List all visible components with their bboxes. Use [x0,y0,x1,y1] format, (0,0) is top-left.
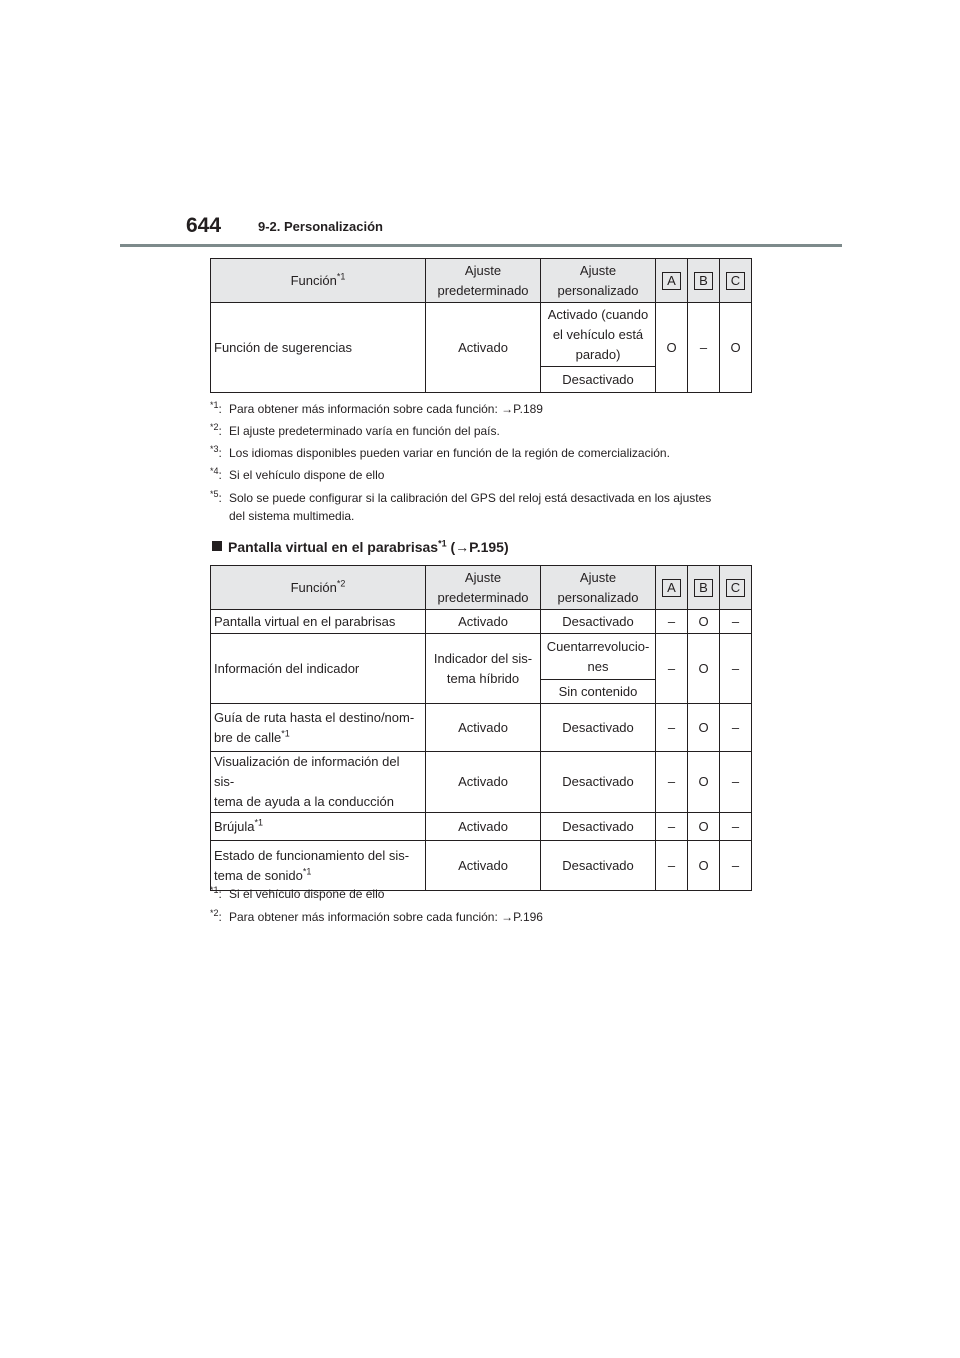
custom-cell: Cuentarrevolucio- nes [541,634,656,680]
table-row [211,752,752,813]
function-cell: Pantalla virtual en el parabrisas [211,610,426,634]
page-number: 644 [186,214,222,237]
a-cell: – [656,634,688,704]
a-cell: – [656,704,688,752]
square-bullet-icon [212,541,222,551]
footnote: $^{*1}$: Si el vehículo dispone de ello [210,885,385,901]
footnote: $^{*4}$: Si el vehículo dispone de ello [210,466,385,482]
c-cell: – [720,704,752,752]
a-cell: – [656,813,688,841]
table-row [211,634,752,680]
column-header-c: C [720,259,752,303]
b-cell: O [688,752,720,813]
function-cell: Guía de ruta hasta el destino/nom- bre de calle$^{*1}$ [211,704,426,752]
a-cell: – [656,752,688,813]
table-row [211,813,752,841]
column-header-default: Ajuste predeterminado [426,566,541,610]
c-cell: – [720,841,752,891]
function-cell: Visualización de información del sis- tema de ayuda a la conducción [211,752,426,813]
custom-cell: Sin contenido [541,680,656,704]
c-cell: – [720,813,752,841]
c-cell: O [720,303,752,393]
subheading: Pantalla virtual en el parabrisas$^{*1}$ (→P.195) [212,539,509,555]
custom-cell: Desactivado [541,813,656,841]
custom-cell: Desactivado [541,610,656,634]
header-divider [120,244,842,247]
default-cell: Activado [426,704,541,752]
custom-cell: Desactivado [541,752,656,813]
suggestion-settings-table [210,258,752,393]
b-cell: O [688,813,720,841]
column-header-a: A [656,566,688,610]
c-cell: – [720,610,752,634]
column-header-default: Ajuste predeterminado [426,259,541,303]
footnote: $^{*2}$: El ajuste predeterminado varía en función del país. [210,422,500,438]
custom-cell: Desactivado [541,841,656,891]
a-cell: O [656,303,688,393]
custom-cell: Desactivado [541,704,656,752]
b-cell: O [688,704,720,752]
default-cell: Activado [426,752,541,813]
column-header-c: C [720,566,752,610]
footnote: $^{*5}$: Solo se puede configurar si la calibración del GPS del reloj está desactivada en los ajustes del sistema multimedia. [210,489,712,523]
b-cell: O [688,841,720,891]
table-row [211,303,752,367]
column-header-function: Función$^{*1}$ [211,259,426,303]
default-cell: Activado [426,841,541,891]
custom-cell: Desactivado [541,367,656,393]
a-cell: – [656,841,688,891]
column-header-b: B [688,259,720,303]
column-header-function: Función$^{*2}$ [211,566,426,610]
column-header-custom: Ajuste personalizado [541,566,656,610]
column-header-a: A [656,259,688,303]
footnote: $^{*3}$: Los idiomas disponibles pueden variar en función de la región de comercialización. [210,444,670,460]
function-cell: Brújula$^{*1}$ [211,813,426,841]
column-header-b: B [688,566,720,610]
default-cell: Activado [426,303,541,393]
b-cell: O [688,634,720,704]
c-cell: – [720,634,752,704]
default-cell: Activado [426,610,541,634]
section-title: 9-2. Personalización [258,219,383,234]
custom-cell: Activado (cuando el vehículo está parado) [541,303,656,367]
b-cell: – [688,303,720,393]
table-row [211,704,752,752]
function-cell: Función de sugerencias [211,303,426,393]
b-cell: O [688,610,720,634]
table-row [211,610,752,634]
c-cell: – [720,752,752,813]
column-header-custom: Ajuste personalizado [541,259,656,303]
default-cell: Activado [426,813,541,841]
table-row [211,841,752,891]
a-cell: – [656,610,688,634]
footnote: $^{*2}$: Para obtener más información sobre cada función: →P.196 [210,908,543,924]
function-cell: Información del indicador [211,634,426,704]
footnote: $^{*1}$: Para obtener más información sobre cada función: →P.189 [210,400,543,416]
hud-settings-table [210,565,752,891]
function-cell: Estado de funcionamiento del sis- tema de sonido$^{*1}$ [211,841,426,891]
default-cell: Indicador del sis- tema híbrido [426,634,541,704]
